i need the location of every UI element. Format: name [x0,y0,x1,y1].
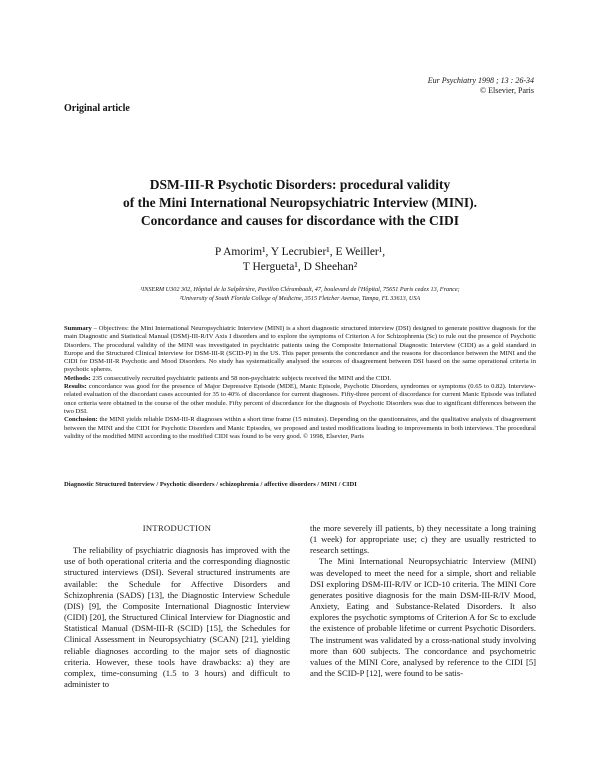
abstract-conclusion [64,416,536,441]
summary-label: Summary [64,325,92,332]
publisher-line: © Elsevier, Paris [480,86,534,95]
keywords [64,481,536,489]
summary-text: – Objectives: the Mini International Neuropsychiatric Interview (MINI) is a short diagnostic structured interview (DSI) designed to generate positive diagnosis for the main Diagnostic and Statistical Manual (DSM)-III-R/IV Axis I disorders and to explore the symptoms of Criterion A for Schizophrenia (Sc) to rule out the presence of Psychotic Disorders. The procedural validity of the MINI was investigated in psychiatric patients using the Composite International Diagnostic Interview (CIDI) as a gold standard in Europe and the Structured Clinical Interview for DSM-III-R (SCID-P) in the US. This paper presents the concordance and the reasons for discordance between the MINI and the CIDI for DSM-III-R Psychotic and Mood Disorders. No study has systematically analysed the sources of disagreement between DSI based on the same operational criteria in psychotic spheres. [64,325,536,374]
author-line: P Amorim¹, Y Lecrubier¹, E Weiller¹, [214,246,386,258]
abstract-results [64,383,536,416]
affiliations [70,286,530,303]
author-list [160,245,440,275]
affiliation-line: ²University of South Florida College of Medicine, 3515 Fletcher Avenue, Tampa, FL 33613, USA [179,294,421,302]
abstract [64,325,536,441]
conclusion-text: the MINI yields reliable DSM-III-R diagnoses within a short time frame (15 minutes). Depending on the questionnaires, and the qualitative analysis of disagreement between the MINI and the CIDI for Psychotic Disorders and Manic Episodes, we proposed and tested modifications leading to improvements in both interviews. The procedural validity of the modified MINI according to the modified CIDI was found to be very good. © 1998, Elsevier, Paris [64,416,536,440]
conclusion-label: Conclusion: [64,416,98,424]
article-title [60,176,540,230]
results-text: concordance was good for the presence of Major Depressive Episode (MDE), Manic Episode, Psychotic Disorders, syndromes or symptoms (0.65 to 0.82). Interview-related evaluation of the discordant cases accounted for 35 to 40% of discordance for current diagnoses. Fifty-three percent of discordance for current Manic Episode was inflated once criteria were obtained in the course of the other module. Fifty percent of discordance for the diagnosis of Psychotic Disorders was due to significant differences between the two DSI. [64,383,536,415]
author-line: T Hergueta¹, D Sheehan² [242,261,358,273]
body-column-left [64,523,290,690]
methods-label: Methods: [64,374,91,382]
body-column-right [310,523,536,679]
journal-citation [428,76,534,96]
methods-text: 235 consecutively recruited psychiatric patients and 58 non-psychiatric subjects received the MINI and the CIDI. [92,374,392,382]
affiliation-line: ¹INSERM U302 302, Hôpital de la Salpêtrière, Pavillon Clérambault, 47, boulevard de l'Hôpital, 75651 Paris cedex 13, France; [140,286,460,293]
results-label: Results: [64,383,87,391]
article-type: Original article [64,103,130,114]
abstract-summary [64,325,536,375]
title-line: of the Mini International Neuropsychiatric Interview (MINI). [122,195,478,210]
abstract-methods [64,375,536,383]
body-paragraph: The Mini International Neuropsychiatric Interview (MINI) was developed to meet the need for a simple, short and reliable DSI exploring DSM-III-R/IV or ICD-10 criteria. The MINI Core generates positive diagnosis for the main DSM-III-R/IV Mood, Anxiety, Eating and Substance-Related Disorders. It also explores the psychotic symptoms of Criterion A for Sc to exclude the existence of probable lifetime or current Psychotic Disorders. The instrument was validated by a cross-national study involving more than 600 subjects. The concordance and psychometric values of the MINI Core, analysed by reference to the CIDI [5] and the SCID-P [12], were found to be satis- [310,556,536,679]
body-paragraph: The reliability of psychiatric diagnosis has improved with the use of both operational criteria and the corresponding diagnostic structured interviews (DSI). Several structured instruments are available: the Schedule for Affective Disorders and Schizophrenia (SADS) [13], the Diagnostic Interview Schedule (DIS) [9], the Composite International Diagnostic Interview (CIDI) [20], the Structured Clinical Interview for Diagnostic and Statistical Manual (DSM-III-R (SCID) [15], the Schedules for Clinical Assessment in Neuropsychiatry (SCAN) [21], yielding reliable diagnoses according to the major sets of diagnostic criteria. However, these tools have drawbacks: a) they are complex, time-consuming (1.5 to 3 hours) and difficult to administer to [64,545,290,690]
title-line: DSM-III-R Psychotic Disorders: procedural validity [149,177,451,192]
keywords-text: Diagnostic Structured Interview / Psychotic disorders / schizophrenia / affective disorders / MINI / CIDI [64,481,357,488]
title-line: Concordance and causes for discordance with the CIDI [140,213,460,228]
section-heading-introduction: INTRODUCTION [142,523,212,533]
journal-reference: Eur Psychiatry 1998 ; 13 : 26-34 [427,76,534,85]
body-paragraph: the more severely ill patients, b) they necessitate a long training (1 week) for appropriate use; c) they are usually restricted to research settings. [310,523,536,556]
